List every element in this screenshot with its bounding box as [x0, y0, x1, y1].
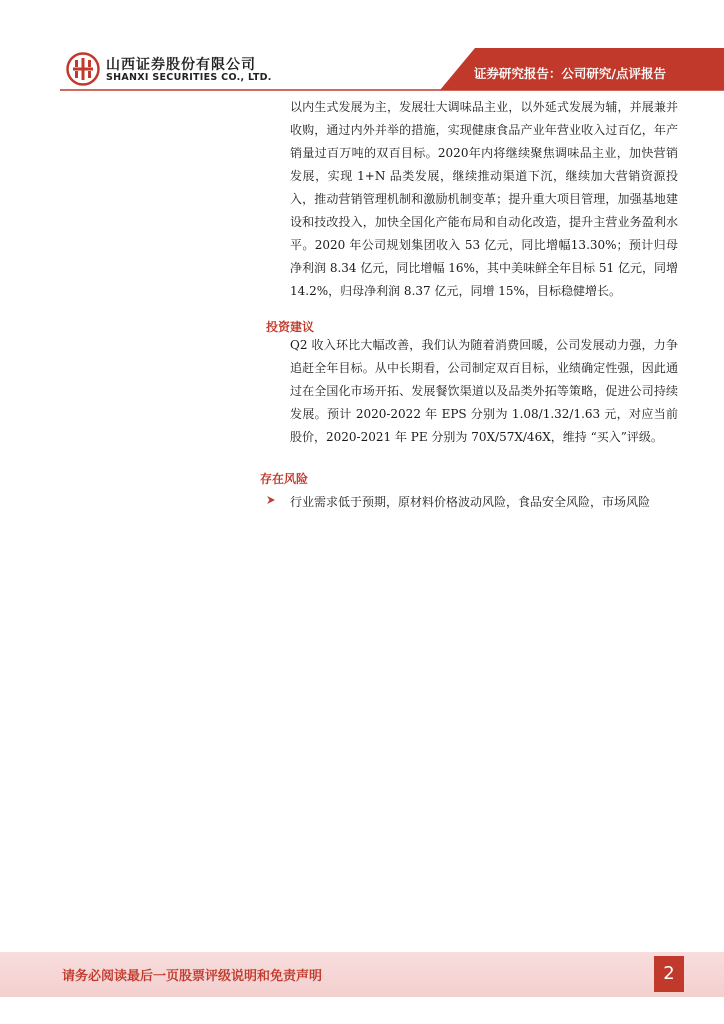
- risk-title: 存在风险: [260, 472, 309, 486]
- intro-paragraph: 以内生式发展为主，发展壮大调味品主业，以外延式发展为辅，并展兼并收购，通过内外并举的措施，实现健康食品产业年营业收入过百亿，年产销量过百万吨的双百目标。2020年内将继续聚焦调味品主业，加快营销发展，实现 1+N 品类发展，继续推动渠道下沉，继续加大营销资源投入，推动营销管理机制和激励机制变革；提升重大项目管理，加强基地建设和技改投入，加快全国化产能布局和自动化改造，提升主营业务盈利水平。2020 年公司规划集团收入 53 亿元，同比增幅13.30%；预计归母净利润 8.34 亿元，同比增幅 16%，其中美味鲜全年目标 51 亿元，同增 14.2%，归母净利润 8.37 亿元，同增 15%，目标稳健增长。: [290, 100, 678, 298]
- shanxi-securities-logo-icon: [66, 52, 100, 86]
- investment-title: 投资建议: [266, 320, 315, 334]
- page-header: [0, 0, 724, 100]
- investment-paragraph: Q2 收入环比大幅改善，我们认为随着消费回暖，公司发展动力强，力争追赶全年目标。从中长期看，公司制定双百目标，业绩确定性强，因此通过在全国化市场开拓、发展餐饮渠道以及品类外拓等策略，促进公司持续发展。预计 2020-2022 年 EPS 分别为 1.08/1.32/1.63 元，对应当前股价，2020-2021 年 PE 分别为 70X/57X/46X，维持 “买入”评级。: [290, 338, 678, 444]
- page-footer: [0, 952, 724, 997]
- arrow-bullet-icon: [266, 495, 276, 505]
- intro-section: [290, 96, 678, 303]
- company-name-en: SHANXI SECURITIES CO., LTD.: [106, 72, 272, 83]
- page-number: 2: [654, 956, 684, 992]
- company-name-cn: 山西证券股份有限公司: [106, 57, 256, 73]
- list-item: [266, 492, 686, 512]
- footer-disclaimer: 请务必阅读最后一页股票评级说明和免责声明: [62, 969, 323, 984]
- header-banner: [0, 0, 724, 100]
- report-type-label: 证券研究报告：公司研究/点评报告: [473, 66, 666, 81]
- investment-section: [290, 334, 678, 449]
- risk-item-text: 行业需求低于预期，原材料价格波动风险，食品安全风险，市场风险: [290, 495, 651, 509]
